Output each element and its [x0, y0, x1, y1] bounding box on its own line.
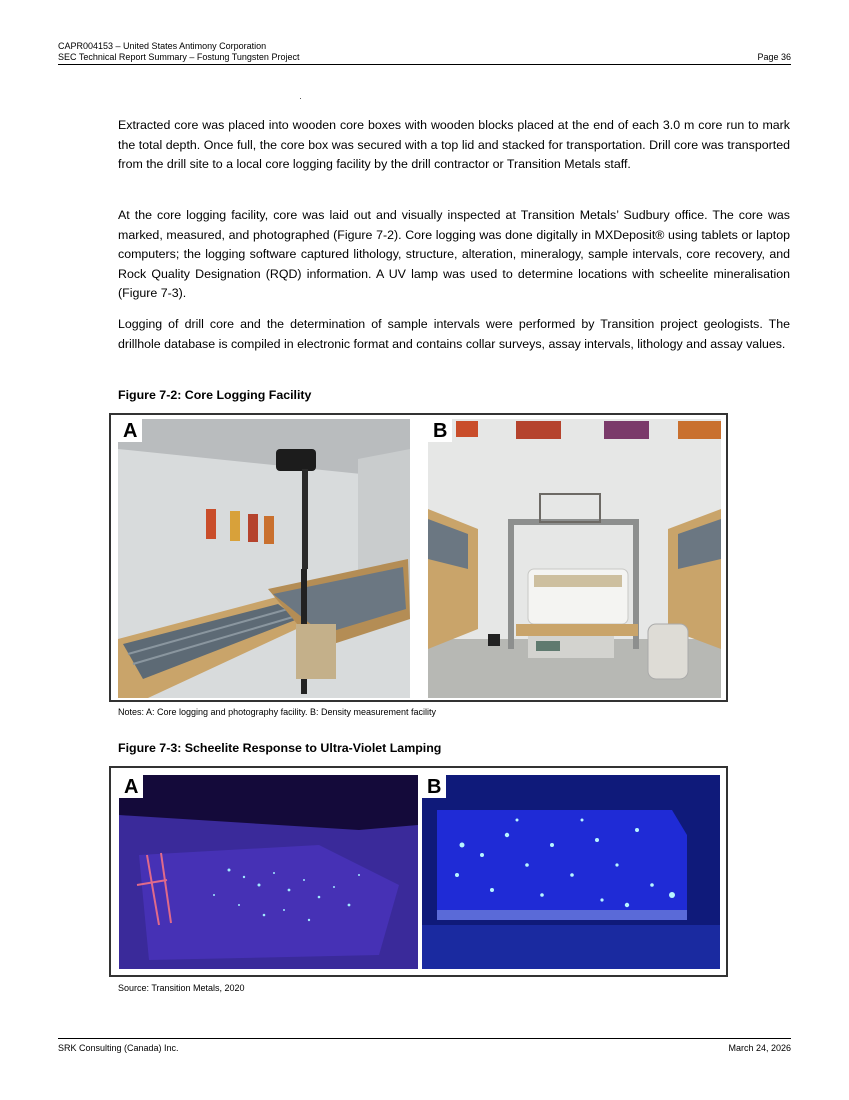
figure-7-3-source: Source: Transition Metals, 2020 — [118, 983, 245, 993]
footer-date: March 24, 2026 — [728, 1043, 791, 1053]
photo-label-b: B — [428, 419, 452, 442]
page-footer — [58, 1038, 791, 1053]
figure-7-3-title: Figure 7-3: Scheelite Response to Ultra-Violet Lamping — [118, 741, 442, 755]
stray-mark — [300, 98, 301, 99]
figure-7-2-title: Figure 7-2: Core Logging Facility — [118, 388, 312, 402]
figure-7-2-notes: Notes: A: Core logging and photography facility. B: Density measurement facility — [118, 707, 436, 717]
photo-core-logging-facility — [118, 419, 410, 698]
header-line-1: CAPR004153 – United States Antimony Corporation — [58, 41, 267, 51]
footer-company: SRK Consulting (Canada) Inc. — [58, 1043, 179, 1053]
figure-7-3-frame — [109, 766, 728, 977]
photo-label-a: A — [118, 419, 142, 442]
photo-label-b-uv: B — [422, 775, 446, 798]
paragraph-1: Extracted core was placed into wooden core boxes with wooden blocks placed at the end of each 3.0 m core run to mark the total depth. Once full, the core box was secured with a top lid and stacked for transportation. Drill core was transported from the drill site to a local core logging facility by the drill contractor or Transition Metals staff. — [118, 118, 790, 171]
header-line-2: SEC Technical Report Summary – Fostung Tungsten Project — [58, 52, 300, 62]
photo-density-measurement-facility — [428, 419, 721, 698]
page-header — [58, 41, 791, 65]
paragraph-2: At the core logging facility, core was laid out and visually inspected at Transition Metals’ Sudbury office. The core was marked, measured, and photographed (Figure 7-2). Core logging was done digitally in MXDeposit® using tablets or laptop computers; the logging software captured lithology, structure, alteration, mineralogy, sample intervals, core recovery, and Rock Quality Designation (RQD) information. A UV lamp was used to determine locations with scheelite mineralisation (Figure 7-3). — [118, 208, 790, 300]
figure-7-2-frame — [109, 413, 728, 702]
photo-label-a-uv: A — [119, 775, 143, 798]
photo-uv-scheelite-specimen — [422, 775, 720, 969]
photo-uv-core-sample — [119, 775, 418, 969]
page-number: Page 36 — [757, 52, 791, 62]
paragraph-3: Logging of drill core and the determination of sample intervals were performed by Transition project geologists. The drillhole database is compiled in electronic format and contains collar surveys, assay intervals, lithology and assay values. — [118, 317, 790, 351]
